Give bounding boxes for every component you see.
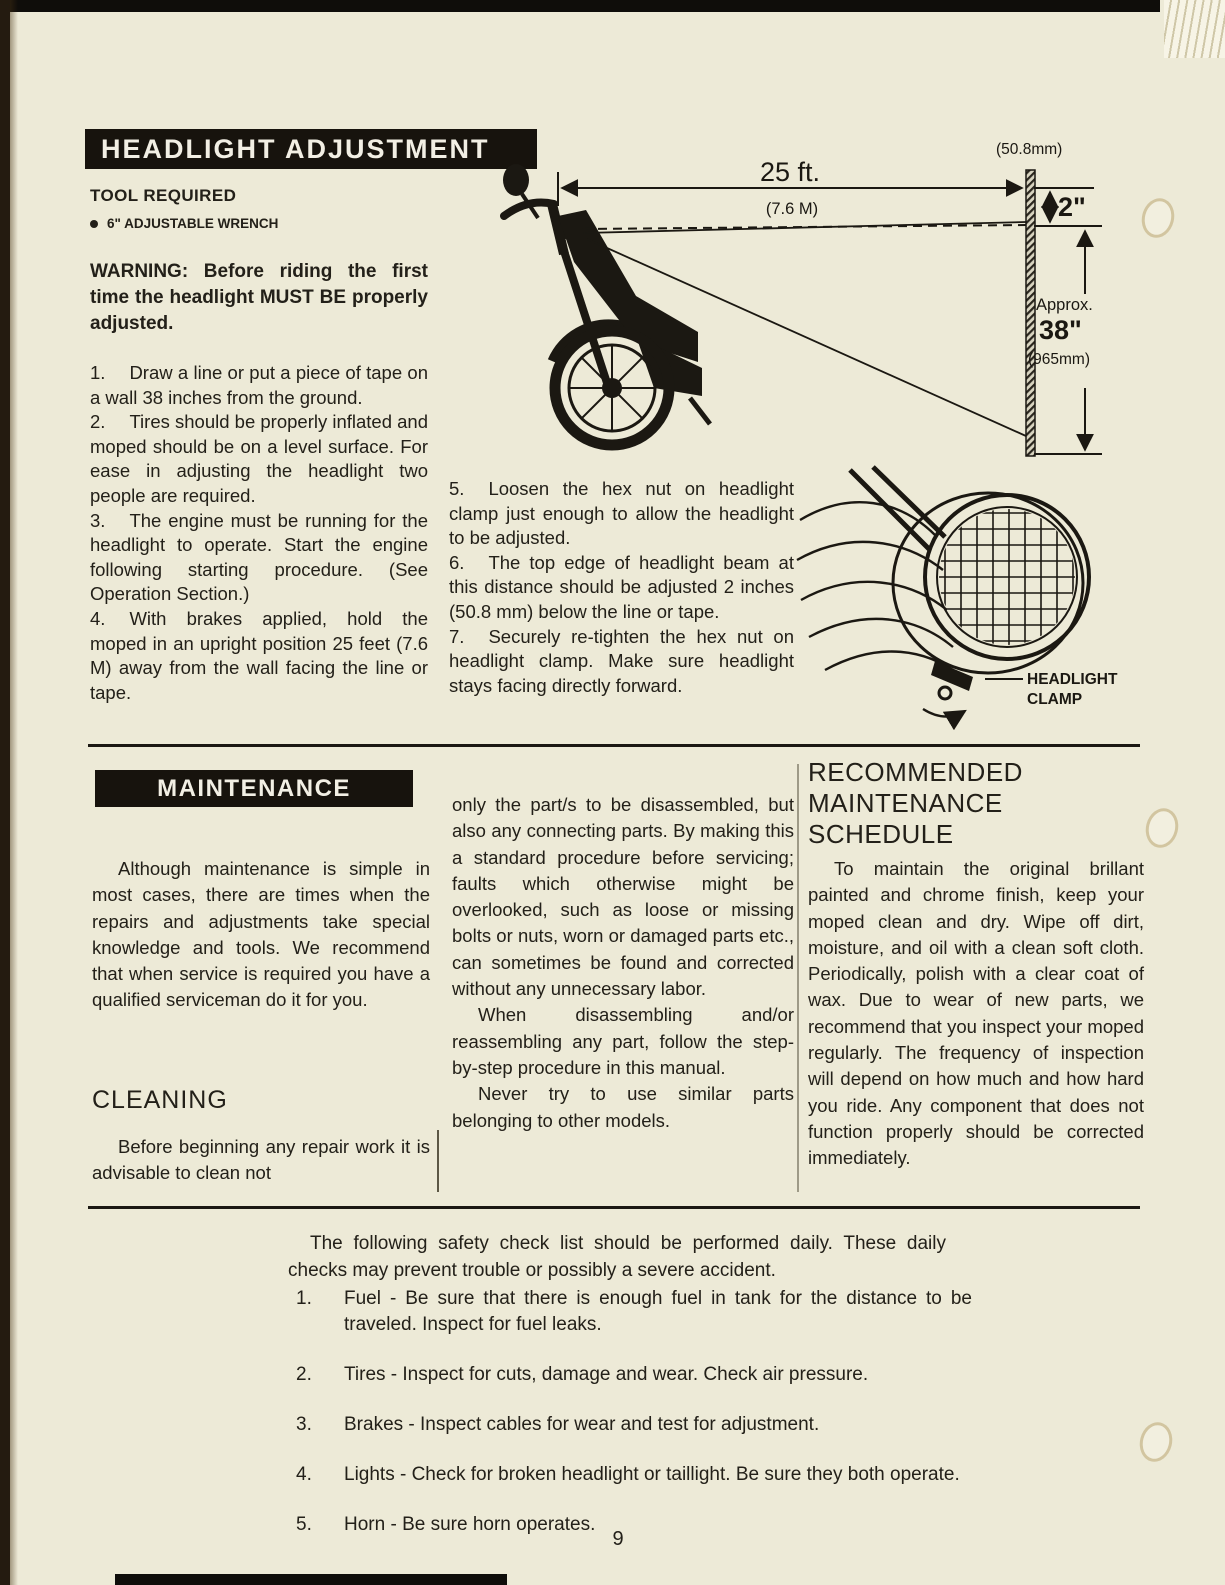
maintenance-title: MAINTENANCE <box>95 770 413 807</box>
height-metric-label: (965mm) <box>1028 351 1091 368</box>
item-text: Brakes - Inspect cables for wear and test for adjustment. <box>344 1414 820 1435</box>
step-text: Draw a line or put a piece of tape on a wall 38 inches from the ground. <box>90 362 428 408</box>
adjustment-steps-5-7 <box>449 477 794 698</box>
headlight-clamp-illustration <box>795 465 1145 750</box>
cleaning-heading: CLEANING <box>92 1086 228 1114</box>
maintenance-intro: Although maintenance is simple in most cases, there are times when the repairs and adjustments take special knowledge and tools. We recommend that when service is required you have a qualified serviceman do it for you. <box>92 858 430 1011</box>
mirror-icon <box>503 164 529 196</box>
item-number: 1. <box>296 1288 312 1309</box>
clamp-hex-nut <box>939 687 951 699</box>
height-approx-label: Approx. <box>1036 296 1093 314</box>
headlight-aiming-diagram <box>440 136 1135 471</box>
scan-bottom-edge <box>115 1574 507 1585</box>
scan-left-edge <box>0 0 10 1585</box>
height-label: 38" <box>1039 315 1082 345</box>
page-number: 9 <box>612 1528 624 1550</box>
step-number: 6. <box>449 551 465 573</box>
safety-item-horn <box>296 1512 972 1538</box>
schedule-heading-line: RECOMMENDED <box>808 757 1023 787</box>
step-number: 4. <box>90 607 106 629</box>
safety-item-fuel <box>296 1286 972 1338</box>
continuation-paragraph-2: When disassembling and/or reassembling any part, follow the step-by-step procedure in this manual. <box>452 1004 794 1078</box>
handlebar <box>504 203 554 217</box>
bullet-icon <box>90 220 98 228</box>
page-stack-corner <box>1164 0 1225 58</box>
distance-label: 25 ft. <box>759 157 821 187</box>
section-divider-rule <box>88 744 1140 747</box>
step-number: 3. <box>90 509 106 531</box>
scan-top-edge <box>8 0 1160 12</box>
step-text: Securely re-tighten the hex nut on headlight clamp. Make sure headlight stays facing directly forward. <box>449 625 794 696</box>
maintenance-continuation-column <box>452 792 794 1134</box>
section-divider-rule <box>88 1206 1140 1209</box>
tool-item-label: 6" ADJUSTABLE WRENCH <box>107 216 279 231</box>
pedal <box>690 398 710 424</box>
binder-hole-mark <box>1136 1419 1177 1466</box>
cleaning-paragraph: Before beginning any repair work it is advisable to clean not <box>92 1136 430 1184</box>
step-2 <box>90 410 428 508</box>
rotation-arrow-icon <box>923 709 965 717</box>
continuation-paragraph-1: only the part/s to be disassembled, but also any connecting parts. By making this a standard procedure before servicing; faults which otherwise might be overlooked, such as loose or missing bolts or nuts, worn or damaged parts etc., can sometimes be found and corrected without any unnecessary labor. <box>452 794 794 1000</box>
scan-left-shadow <box>10 0 18 1585</box>
column-rule <box>797 764 799 1192</box>
moped-illustration <box>503 164 710 445</box>
step-1 <box>90 361 428 410</box>
item-text: Fuel - Be sure that there is enough fuel in tank for the distance to be traveled. Inspect for fuel leaks. <box>344 1288 972 1335</box>
safety-item-brakes <box>296 1412 972 1438</box>
item-number: 4. <box>296 1464 312 1485</box>
distance-metric-label: (7.6 M) <box>765 200 819 218</box>
step-7 <box>449 625 794 699</box>
safety-item-tires <box>296 1362 972 1388</box>
step-text: Loosen the hex nut on headlight clamp just enough to allow the headlight to be adjusted. <box>449 478 794 549</box>
headlight-left-column <box>90 186 428 705</box>
step-number: 2. <box>90 411 106 433</box>
schedule-paragraph: To maintain the original brillant painted and chrome finish, keep your moped clean and dry. Wipe off dirt, moisture, and oil with a clean soft cloth. Periodically, polish with a clear coat of wax. Due to wear of new parts, we recommend that you inspect your moped regularly. The frequency of inspection will depend on how much and how hard you ride. Any component that does not function properly should be corrected immediately. <box>808 858 1144 1169</box>
tool-required-item <box>90 216 428 231</box>
binder-hole-mark <box>1142 805 1183 852</box>
column-rule <box>437 1130 439 1192</box>
step-number: 5. <box>449 478 465 499</box>
schedule-heading-line: MAINTENANCE <box>808 788 1003 818</box>
clamp-label-line1: HEADLIGHT <box>1027 671 1118 688</box>
step-text: The top edge of headlight beam at this distance should be adjusted 2 inches (50.8 mm) below the line or tape. <box>449 551 794 622</box>
item-number: 3. <box>296 1414 312 1435</box>
step-text: Tires should be properly inflated and moped should be on a level surface. For ease in adjusting the headlight two people are required. <box>90 411 429 506</box>
recommended-schedule-heading <box>808 757 1023 850</box>
safety-checklist <box>296 1286 972 1562</box>
schedule-heading-line: SCHEDULE <box>808 819 954 849</box>
wall-bar <box>1026 170 1035 456</box>
safety-item-lights <box>296 1462 972 1488</box>
binder-hole-mark <box>1138 195 1179 242</box>
step-text: With brakes applied, hold the moped in an upright position 25 feet (7.6 M) away from the wall facing the line or tape. <box>90 607 428 703</box>
tool-required-heading: TOOL REQUIRED <box>90 186 237 205</box>
step-4 <box>90 607 428 705</box>
item-number: 2. <box>296 1364 312 1385</box>
item-text: Tires - Inspect for cuts, damage and wear. Check air pressure. <box>344 1364 869 1385</box>
headlight-adjustment-title: HEADLIGHT ADJUSTMENT <box>85 129 537 169</box>
offset-metric-label: (50.8mm) <box>996 141 1063 158</box>
item-number: 5. <box>296 1514 312 1535</box>
step-number: 1. <box>90 362 106 383</box>
step-text: The engine must be running for the headlight to operate. Start the engine following starting procedure. (See Operation Section.) <box>90 509 428 605</box>
warning-paragraph: WARNING: Before riding the first time the headlight MUST BE properly adjusted. <box>90 261 428 334</box>
step-number: 7. <box>449 625 465 647</box>
safety-checklist-intro: The following safety check list should be performed daily. These daily checks may prevent trouble or possibly a severe accident. <box>288 1233 946 1281</box>
continuation-paragraph-3: Never try to use similar parts belonging to other models. <box>452 1083 794 1131</box>
adjustment-steps-1-4 <box>90 361 428 705</box>
step-5 <box>449 477 794 551</box>
clamp-label-line2: CLAMP <box>1027 691 1083 708</box>
step-3 <box>90 509 428 607</box>
item-text: Lights - Check for broken headlight or taillight. Be sure they both operate. <box>344 1464 960 1485</box>
item-text: Horn - Be sure horn operates. <box>344 1514 596 1535</box>
step-6 <box>449 551 794 625</box>
offset-label: 2" <box>1058 192 1086 222</box>
